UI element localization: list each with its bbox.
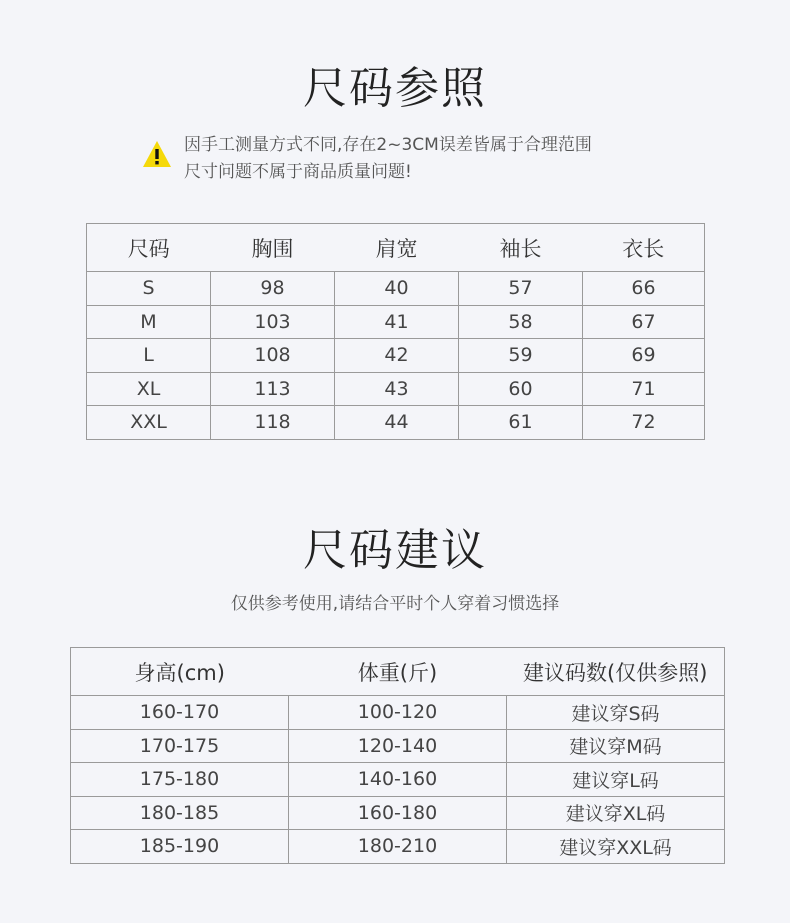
header-height: 身高(cm) bbox=[71, 648, 289, 696]
warning-icon bbox=[142, 140, 172, 168]
notice-line-2: 尺寸问题不属于商品质量问题! bbox=[184, 162, 412, 182]
size-suggestion-subtitle: 仅供参考使用,请结合平时个人穿着习惯选择 bbox=[230, 594, 560, 614]
table-row bbox=[87, 339, 705, 373]
table-row bbox=[71, 729, 725, 763]
table-cell: 108 bbox=[211, 339, 335, 373]
table-row bbox=[71, 696, 725, 730]
table-cell: 72 bbox=[583, 406, 705, 440]
table-cell: 180-185 bbox=[71, 796, 289, 830]
header-chest: 胸围 bbox=[211, 224, 335, 272]
table-cell: M bbox=[87, 305, 211, 339]
table-cell: 66 bbox=[583, 272, 705, 306]
table-cell: 建议穿XXL码 bbox=[507, 830, 725, 864]
table-cell: 建议穿XL码 bbox=[507, 796, 725, 830]
table-row bbox=[71, 796, 725, 830]
size-reference-table bbox=[86, 223, 705, 440]
table-cell: 建议穿S码 bbox=[507, 696, 725, 730]
table-cell: 67 bbox=[583, 305, 705, 339]
table-cell: 185-190 bbox=[71, 830, 289, 864]
notice-line-1: 因手工测量方式不同,存在2~3CM误差皆属于合理范围 bbox=[184, 135, 592, 155]
table-cell: 175-180 bbox=[71, 763, 289, 797]
table-cell: 118 bbox=[211, 406, 335, 440]
table-cell: XL bbox=[87, 372, 211, 406]
header-weight: 体重(斤) bbox=[289, 648, 507, 696]
table-row bbox=[87, 272, 705, 306]
table-row bbox=[71, 763, 725, 797]
header-length: 衣长 bbox=[583, 224, 705, 272]
size-suggestion-title: 尺码建议 bbox=[303, 525, 487, 576]
table-cell: 43 bbox=[335, 372, 459, 406]
header-sleeve: 袖长 bbox=[459, 224, 583, 272]
table-row bbox=[87, 372, 705, 406]
size-suggestion-table bbox=[70, 647, 725, 864]
table-cell: 98 bbox=[211, 272, 335, 306]
table-cell: 100-120 bbox=[289, 696, 507, 730]
table-cell: 60 bbox=[459, 372, 583, 406]
table-cell: 41 bbox=[335, 305, 459, 339]
table-cell: 160-180 bbox=[289, 796, 507, 830]
table-header-row bbox=[71, 648, 725, 696]
table-cell: L bbox=[87, 339, 211, 373]
header-shoulder: 肩宽 bbox=[335, 224, 459, 272]
table-cell: 160-170 bbox=[71, 696, 289, 730]
table-cell: 建议穿L码 bbox=[507, 763, 725, 797]
table-cell: XXL bbox=[87, 406, 211, 440]
table-cell: 57 bbox=[459, 272, 583, 306]
table-row bbox=[87, 406, 705, 440]
table-cell: 140-160 bbox=[289, 763, 507, 797]
table-cell: 180-210 bbox=[289, 830, 507, 864]
table-header-row bbox=[87, 224, 705, 272]
table-cell: S bbox=[87, 272, 211, 306]
size-reference-title: 尺码参照 bbox=[303, 63, 487, 114]
header-recommended-size: 建议码数(仅供参照) bbox=[507, 648, 725, 696]
header-size: 尺码 bbox=[87, 224, 211, 272]
table-cell: 42 bbox=[335, 339, 459, 373]
table-cell: 71 bbox=[583, 372, 705, 406]
table-cell: 59 bbox=[459, 339, 583, 373]
table-cell: 120-140 bbox=[289, 729, 507, 763]
table-row bbox=[87, 305, 705, 339]
table-cell: 58 bbox=[459, 305, 583, 339]
notice-text bbox=[184, 132, 592, 186]
table-row bbox=[71, 830, 725, 864]
table-cell: 170-175 bbox=[71, 729, 289, 763]
table-cell: 44 bbox=[335, 406, 459, 440]
table-cell: 建议穿M码 bbox=[507, 729, 725, 763]
table-cell: 69 bbox=[583, 339, 705, 373]
table-cell: 103 bbox=[211, 305, 335, 339]
table-cell: 113 bbox=[211, 372, 335, 406]
table-cell: 61 bbox=[459, 406, 583, 440]
table-cell: 40 bbox=[335, 272, 459, 306]
